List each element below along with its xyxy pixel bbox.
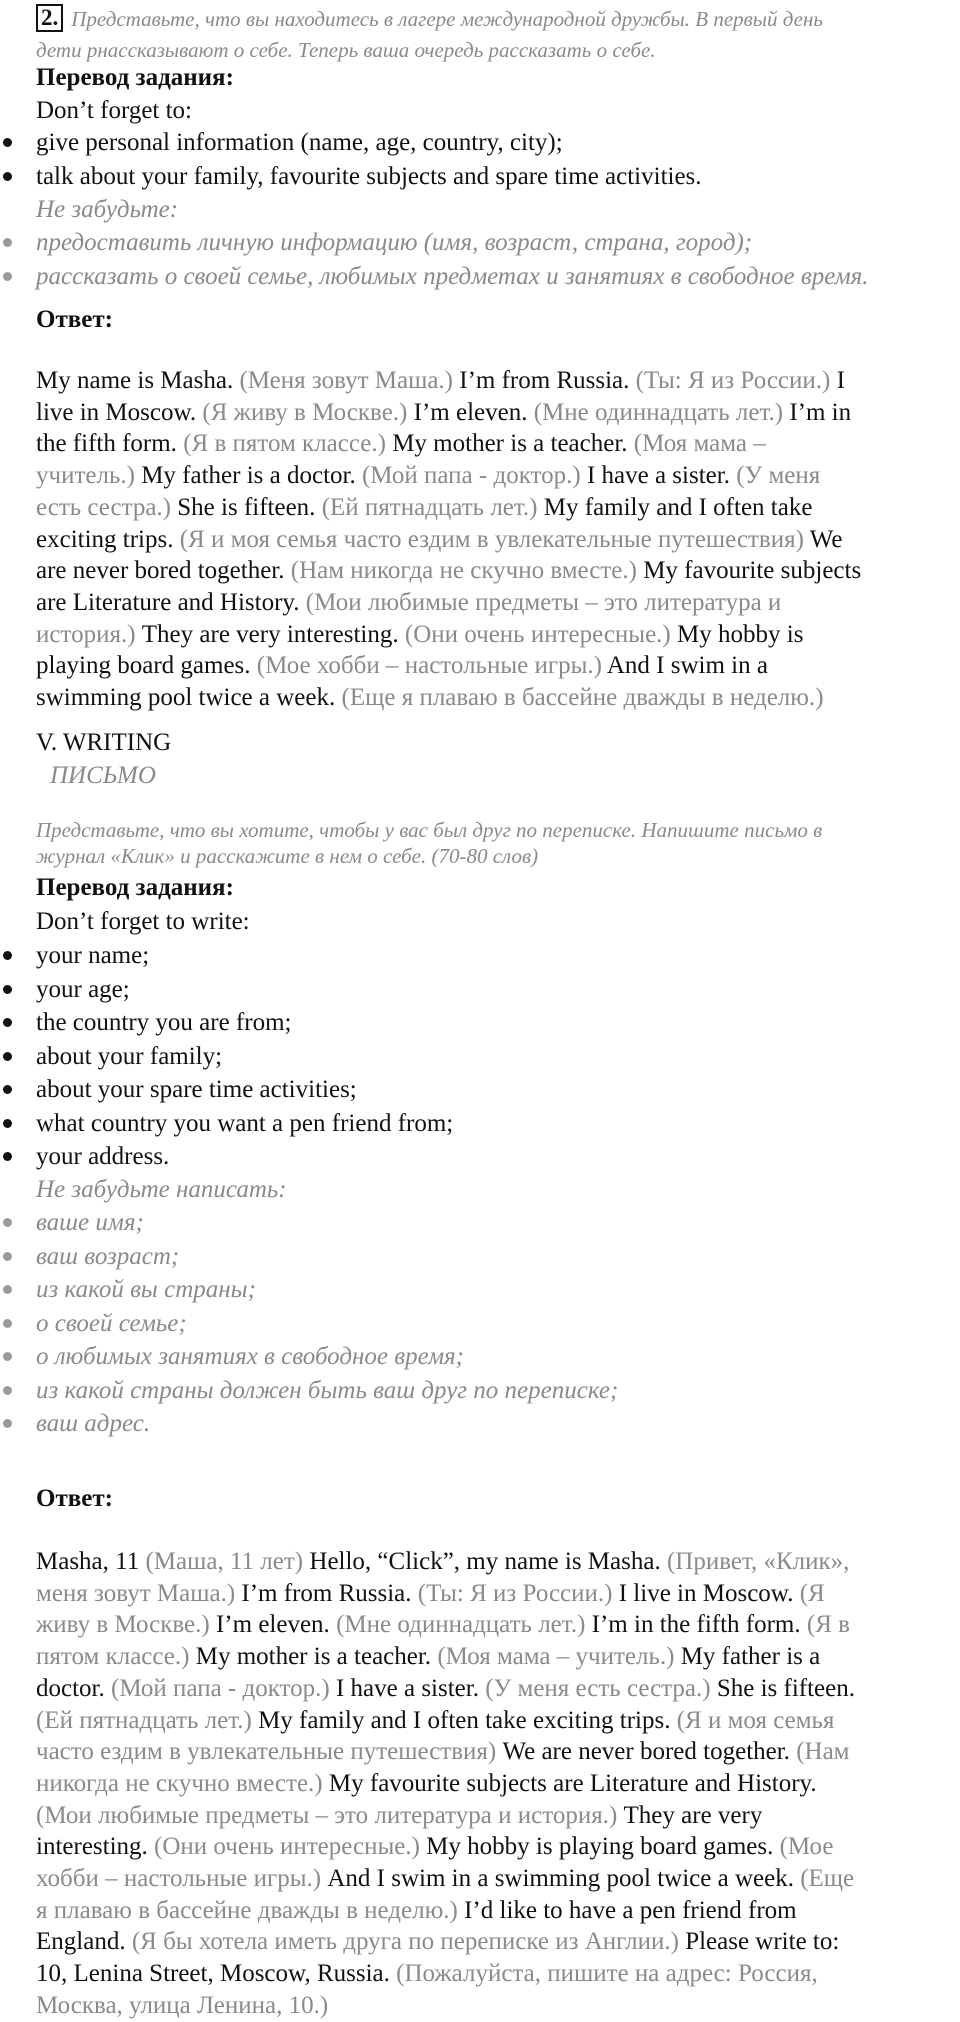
answer-line [36,365,956,397]
translation-run: (Мои любимые предметы – это литература и [305,588,782,616]
bullet-icon [3,1052,12,1061]
answer-line [36,1641,956,1673]
task1-instruction-line1 [36,4,956,35]
answer-run: I [836,367,845,394]
answer-line [36,492,956,524]
answer-run: They are very interesting. [141,620,405,648]
translation-run: (У меня есть сестра.) [485,1674,717,1702]
task2-instruction [36,817,956,869]
translation-run: живу в Москве.) [36,1611,216,1639]
answer-line [36,460,956,492]
answer-run: are Literature and History. [36,588,306,616]
list-item [0,1073,453,1107]
translation-run: (Я и моя семья часто ездим в увлекательные путешествия) [179,525,810,553]
answer-line [36,619,956,651]
list-item-text: give personal information (name, age, country, city); [36,129,563,156]
bullet-icon [3,238,12,247]
bullet-icon [3,985,12,994]
bullet-icon [3,1218,12,1227]
answer-run: exciting trips. [36,525,180,553]
translation-run: пятом классе.) [36,1643,196,1671]
list-item [0,1340,618,1374]
task1-answer-label: Ответ: [36,306,113,333]
translation-run: (Моя мама – [633,430,766,458]
list-item-text: your address. [36,1143,170,1170]
task2-dont-forget: Don’t forget to write: [36,908,250,935]
section-heading: V. WRITING [36,729,172,756]
translation-run: есть сестра.) [36,493,178,521]
answer-run: I’m from Russia. [241,1579,418,1607]
translation-run: (Я в пятом классе.) [183,430,393,458]
translation-run: (Мой папа - доктор.) [361,462,587,490]
list-item [0,1273,618,1307]
answer-line [36,1895,956,1927]
answer-run: I’m in the fifth form. [591,1611,807,1639]
answer-run: We [809,525,843,553]
answer-run: I live in Moscow. [618,1579,800,1607]
answer-line [36,428,956,460]
answer-line [36,397,956,429]
answer-line [36,1800,956,1832]
list-item-text: ваш адрес. [36,1410,151,1437]
answer-run: My family and I often take [543,493,813,521]
answer-run: the fifth form. [36,430,184,458]
translation-run: (Нам [796,1738,850,1766]
task1-ne-zabudte: Не забудьте: [36,196,179,223]
answer-run: And I swim in a [606,652,768,680]
translation-run: (Ты: Я из России.) [635,367,837,394]
bullet-icon [3,951,12,960]
list-item [0,1240,618,1274]
bullet-icon [3,1319,12,1328]
task2-translation-label: Перевод задания: [36,874,234,901]
translation-run: учитель.) [36,462,142,490]
answer-run: playing board games. [36,652,257,680]
answer-run: I’m in [789,398,852,426]
translation-run: (Мне одиннадцать лет.) [336,1611,592,1639]
answer-line [36,1926,956,1958]
task1-answer-text [36,365,956,714]
answer-run: Masha, 11 [36,1548,146,1575]
answer-line [36,524,956,556]
answer-run: We are never bored together. [502,1738,797,1766]
answer-run: My father is a [680,1643,821,1671]
task2-instruction-line1: Представьте, что вы хотите, чтобы у вас был друг по переписке. Напишите письмо в [36,818,823,842]
translation-run: (Я бы хотела иметь друга по переписке из Англии.) [131,1928,686,1956]
list-item [0,1107,453,1141]
answer-line [36,555,956,587]
task1-instruction-line2: дети рнассказывают о себе. Теперь ваша очередь рассказать о себе. [36,38,656,62]
bullet-icon [3,1085,12,1094]
answer-run: She is fifteen. [177,493,322,521]
list-item-text: about your spare time activities; [36,1076,357,1103]
list-item-text: из какой вы страны; [36,1276,256,1303]
task2-instruction-line2: журнал «Клик» и расскажите в нем о себе. (70-80 слов) [36,844,539,868]
bullet-icon [3,1419,12,1428]
translation-run: (У меня [736,462,821,490]
answer-line [36,650,956,682]
translation-run: (Еще [800,1865,855,1893]
answer-run: Please write to: [685,1928,840,1956]
list-item [0,973,453,1007]
answer-run: My father is a doctor. [141,462,362,490]
translation-run: (Еще я плаваю в бассейне дважды в неделю.) [341,684,824,712]
list-item-text: ваш возраст; [36,1242,180,1270]
answer-run: interesting. [36,1833,155,1861]
list-item [0,1006,453,1040]
answer-run: My mother is a teacher. [195,1643,438,1671]
list-item [0,939,453,973]
answer-line [36,1705,956,1737]
bullet-icon [3,172,12,181]
list-item-text: о любимых занятиях в свободное время; [36,1343,464,1370]
translation-run: я плаваю в бассейне дважды в неделю.) [36,1896,465,1924]
translation-run: (Мои любимые предметы – это литература и история.) [36,1801,624,1829]
bullet-icon [3,1018,12,1027]
translation-run: (Ей пятнадцать лет.) [36,1706,259,1734]
translation-run: (Я в [806,1611,850,1639]
translation-run: часто ездим в увлекательные путешествия) [36,1738,503,1766]
translation-run: никогда не скучно вместе.) [36,1769,329,1797]
translation-run: (Привет, «Клик», [666,1548,850,1575]
translation-run: (Меня зовут Маша.) [239,367,460,394]
answer-line [36,1990,956,2022]
task2-list-en [0,939,453,1174]
list-item-text: ваше имя; [36,1209,144,1236]
list-item [0,226,869,260]
answer-line [36,587,956,619]
list-item [0,160,702,194]
translation-run: (Ты: Я из России.) [417,1579,619,1607]
answer-run: My hobby is playing board games. [426,1833,780,1861]
answer-run: My family and I often take exciting trips. [258,1706,677,1734]
answer-run: I’d like to have a pen friend from [464,1896,797,1924]
list-item-text: what country you want a pen friend from; [36,1109,454,1137]
translation-run: меня зовут Маша.) [36,1579,242,1607]
answer-line [36,1768,956,1800]
translation-run: (Я живу в Москве.) [202,398,414,426]
translation-run: (Ей пятнадцать лет.) [321,493,544,521]
bullet-icon [3,1285,12,1294]
list-item [0,1140,453,1174]
task2-list-ru [0,1206,618,1441]
answer-run: 10, Lenina Street, Moscow, Russia. [36,1960,397,1988]
answer-run: My favourite subjects [643,557,862,585]
answer-run: I have a sister. [335,1674,486,1702]
answer-run: And I swim in a swimming pool twice a week. [327,1865,801,1893]
translation-run: (Пожалуйста, пишите на адрес: Россия, [396,1960,818,1988]
translation-run: (Нам никогда не скучно вместе.) [290,557,644,585]
list-item [0,1407,618,1441]
answer-run: I’m eleven. [215,1611,337,1639]
translation-run: (Я [799,1579,825,1607]
bullet-icon [3,272,12,281]
answer-run: My name is Masha. [36,367,240,394]
answer-line [36,1831,956,1863]
answer-line [36,1673,956,1705]
translation-run: Москва, улица Ленина, 10.) [36,1991,329,2019]
answer-line [36,1863,956,1895]
bullet-icon [3,138,12,147]
answer-run: My mother is a teacher. [392,430,634,458]
task1-dont-forget: Don’t forget to: [36,97,193,124]
translation-run: (Мое хобби – настольные игры.) [256,652,607,680]
list-item [0,1307,618,1341]
translation-run: (Маша, 11 лет) [145,1548,310,1575]
list-item [0,1206,618,1240]
list-item-text: рассказать о своей семье, любимых предметах и занятиях в свободное время. [36,262,869,290]
answer-line [36,1736,956,1768]
answer-line [36,1609,956,1641]
section-subheading: ПИСЬМО [50,762,156,789]
task1-translation-label: Перевод задания: [36,64,234,91]
answer-run: My hobby is [677,620,804,648]
answer-line [36,1546,956,1578]
translation-run: (Я и моя семья [676,1706,835,1734]
list-item-text: о своей семье; [36,1309,187,1337]
task1-list-ru [0,226,869,293]
task1-list-en [0,126,702,193]
answer-run: I have a sister. [586,462,737,490]
answer-run: doctor. [36,1674,111,1702]
answer-run: I’m from Russia. [459,367,636,394]
list-item-text: из какой страны должен быть ваш друг по переписке; [36,1376,619,1404]
list-item-text: talk about your family, favourite subjects and spare time activities. [36,162,702,190]
answer-run: live in Moscow. [36,398,203,426]
translation-run: (Мой папа - доктор.) [111,1674,336,1702]
answer-line [36,1578,956,1610]
translation-run: (Мне одиннадцать лет.) [533,398,790,426]
answer-run: My favourite subjects are Literature and History. [328,1769,817,1797]
list-item [0,1040,453,1074]
task2-ne-zabudte: Не забудьте написать: [36,1176,287,1203]
list-item [0,1374,618,1408]
answer-line [36,682,956,714]
translation-run: (Они очень интересные.) [154,1833,427,1861]
bullet-icon [3,1252,12,1261]
answer-run: England. [36,1928,132,1956]
answer-run: She is fifteen. [716,1674,855,1702]
bullet-icon [3,1152,12,1161]
answer-run: They are very [623,1801,763,1829]
task2-answer-label: Ответ: [36,1485,113,1512]
task2-answer-text [36,1546,956,2022]
bullet-icon [3,1119,12,1128]
translation-run: (Моя мама – учитель.) [437,1643,681,1671]
list-item-text: предоставить личную информацию (имя, возраст, страна, город); [36,229,753,256]
bullet-icon [3,1352,12,1361]
translation-run: (Мое [779,1833,834,1861]
answer-line [36,1958,956,1990]
list-item [0,126,702,160]
list-item-text: about your family; [36,1042,223,1070]
list-item-text: the country you are from; [36,1009,292,1036]
list-item-text: your age; [36,975,130,1003]
task-number: 2. [36,4,63,32]
answer-run: are never bored together. [36,557,291,585]
answer-run: swimming pool twice a week. [36,684,342,712]
task1-instruction-text1: Представьте, что вы находитесь в лагере международной дружбы. В первый день [71,7,823,31]
answer-run: Hello, “Click”, my name is Masha. [309,1548,667,1575]
bullet-icon [3,1386,12,1395]
translation-run: история.) [36,620,142,648]
translation-run: хобби – настольные игры.) [36,1865,328,1893]
translation-run: (Они очень интересные.) [404,620,678,648]
list-item [0,260,869,294]
list-item-text: your name; [36,942,150,969]
answer-run: I’m eleven. [413,398,534,426]
task1-instruction [36,4,956,66]
